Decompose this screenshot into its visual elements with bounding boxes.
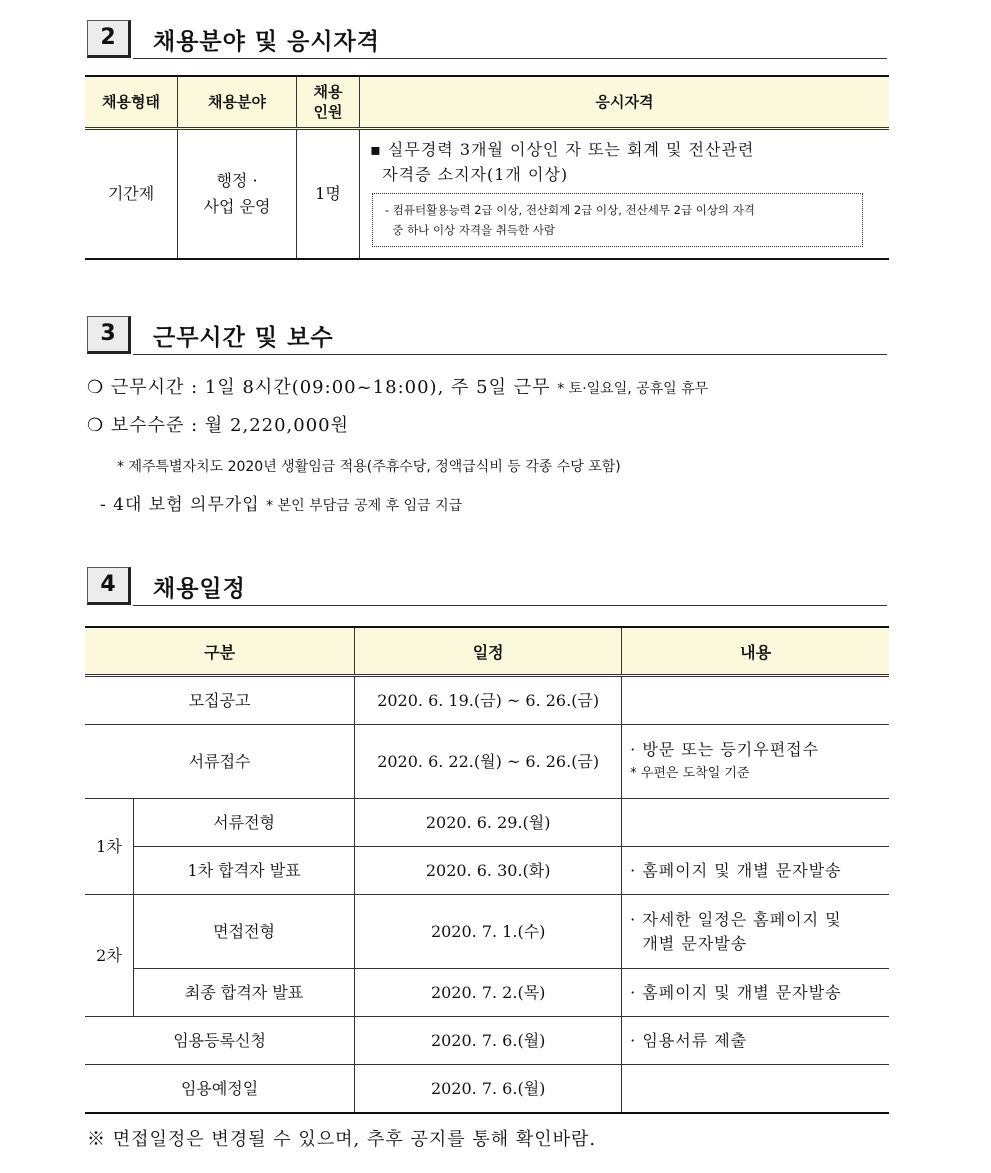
table-row [85, 847, 889, 895]
header-category: 구분 [85, 627, 355, 676]
cell-count: 1명 [297, 129, 360, 259]
table-row [85, 1065, 889, 1114]
row-content [622, 725, 889, 799]
row-date: 2020. 7. 2.(목) [355, 969, 622, 1017]
section-title: 채용분야 및 응시자격 [153, 29, 380, 55]
salary-line: ❍ 보수수준 : 월 2,220,000원 [87, 415, 350, 436]
section-title: 근무시간 및 보수 [153, 325, 334, 351]
row-date: 2020. 7. 6.(월) [355, 1065, 622, 1114]
group-label: 1차 [85, 799, 134, 895]
section-4-header [87, 567, 887, 607]
work-hours-text: ❍ 근무시간 : 1일 8시간(09:00~18:00), 주 5일 근무 [87, 377, 551, 398]
header-type: 채용형태 [85, 76, 178, 129]
row-date: 2020. 6. 29.(월) [355, 799, 622, 847]
table-row [85, 799, 889, 847]
section-rule [133, 605, 887, 606]
header-date: 일정 [355, 627, 622, 676]
table-row [85, 969, 889, 1017]
qualification-note-box: - 컴퓨터활용능력 2급 이상, 전산회계 2급 이상, 전산세무 2급 이상의 자격 중 하나 이상 자격을 취득한 사람 [372, 193, 863, 247]
row-label: 모집공고 [85, 676, 355, 725]
section-number: 3 [87, 316, 131, 354]
row-date: 2020. 6. 30.(화) [355, 847, 622, 895]
row-content [622, 676, 889, 725]
insurance-note: * 본인 부담금 공제 후 임금 지급 [266, 498, 463, 514]
row-content: · 자세한 일정은 홈페이지 및 개별 문자발송 [622, 895, 889, 969]
section-rule [133, 58, 887, 59]
section-rule [133, 354, 887, 355]
content-note: * 우편은 도착일 기준 [630, 765, 750, 781]
insurance-text: - 4대 보험 의무가입 [100, 495, 260, 515]
group-label: 2차 [85, 895, 134, 1017]
work-hours-line [87, 373, 708, 399]
section-2-header [87, 20, 887, 60]
row-content: · 홈페이지 및 개별 문자발송 [622, 969, 889, 1017]
section-title: 채용일정 [153, 576, 246, 602]
header-qualification: 응시자격 [360, 76, 890, 129]
row-content [622, 1065, 889, 1114]
row-label: 최종 합격자 발표 [134, 969, 355, 1017]
header-field: 채용분야 [178, 76, 297, 129]
content-main: · 방문 또는 등기우편접수 [630, 739, 820, 759]
row-date: 2020. 7. 1.(수) [355, 895, 622, 969]
header-count: 채용 인원 [297, 76, 360, 129]
schedule-table [85, 626, 889, 1114]
insurance-line [100, 490, 462, 515]
cell-qualification [360, 129, 890, 259]
row-date: 2020. 6. 19.(금) ~ 6. 26.(금) [355, 676, 622, 725]
row-label: 서류전형 [134, 799, 355, 847]
row-label: 1차 합격자 발표 [134, 847, 355, 895]
section-3-header [87, 316, 887, 356]
footer-note: ※ 면접일정은 변경될 수 있으며, 추후 공지를 통해 확인바람. [87, 1129, 597, 1150]
section-number: 2 [87, 20, 131, 58]
cell-field: 행정 · 사업 운영 [178, 129, 297, 259]
section-number: 4 [87, 567, 131, 605]
row-content [622, 799, 889, 847]
row-label: 임용예정일 [180, 1078, 259, 1098]
table-row [85, 895, 889, 969]
qualification-main: ▪ 실무경력 3개월 이상인 자 또는 회계 및 전산관련 자격증 소지자(1개 이상) [370, 139, 755, 184]
cell-type: 기간제 [107, 183, 155, 203]
row-content: · 홈페이지 및 개별 문자발송 [622, 847, 889, 895]
salary-note: * 제주특별자치도 2020년 생활임금 적용(주휴수당, 정액급식비 등 각종 수당 포함) [117, 459, 621, 475]
row-label: 면접전형 [134, 895, 355, 969]
table-row [85, 1017, 889, 1065]
work-hours-note: * 토·일요일, 공휴일 휴무 [557, 381, 709, 397]
table-row [85, 676, 889, 725]
row-date: 2020. 6. 22.(월) ~ 6. 26.(금) [355, 725, 622, 799]
header-content: 내용 [622, 627, 889, 676]
row-date: 2020. 7. 6.(월) [355, 1017, 622, 1065]
row-label: 서류접수 [85, 725, 355, 799]
table-row [85, 725, 889, 799]
row-content: · 임용서류 제출 [622, 1017, 889, 1065]
recruitment-field-table [85, 75, 889, 260]
row-label: 임용등록신청 [85, 1017, 355, 1065]
